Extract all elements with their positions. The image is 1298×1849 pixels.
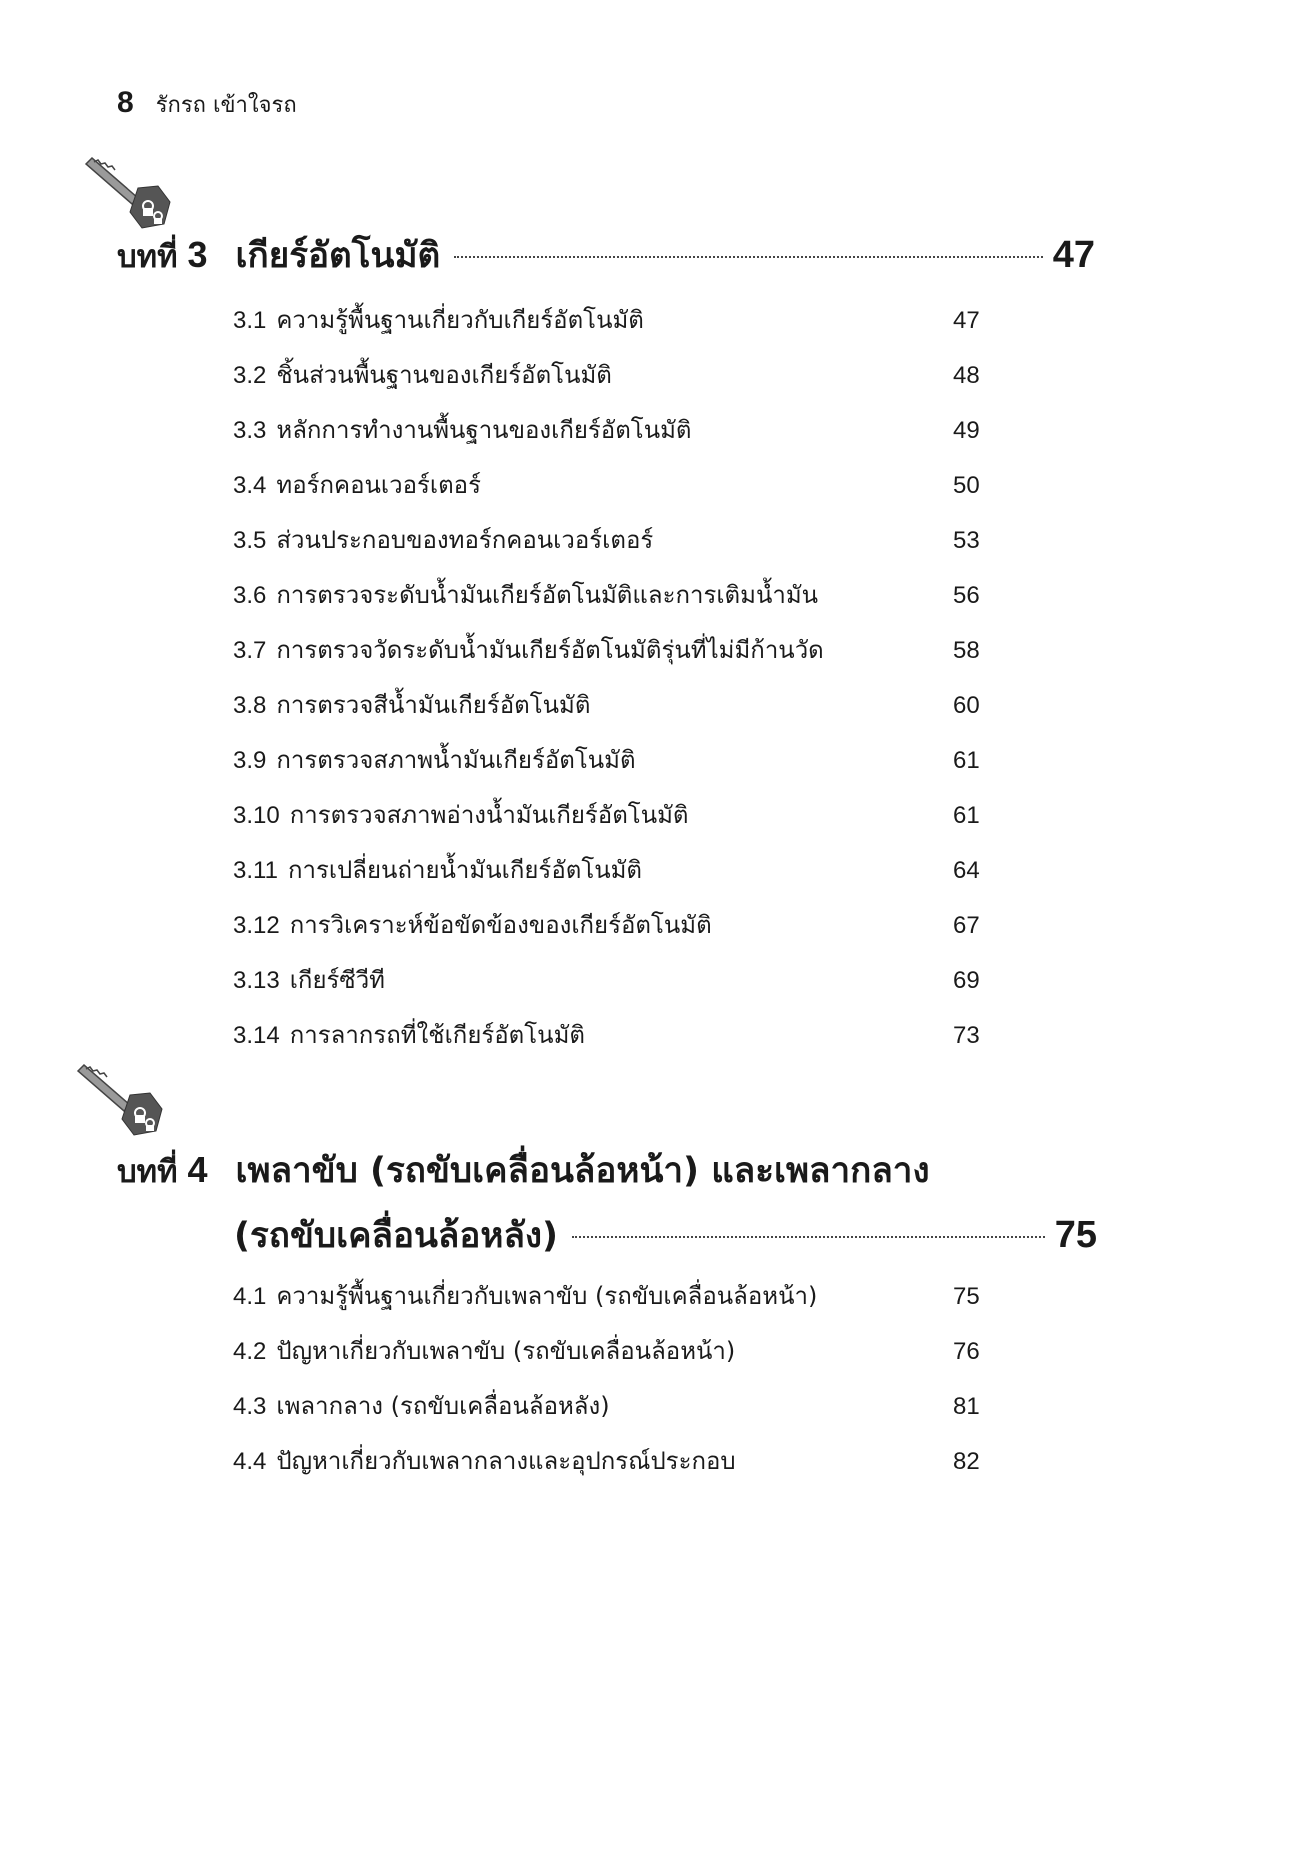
chapter-title-continued: (รถขับเคลื่อนล้อหลัง) [234, 1216, 558, 1256]
entry-title: การตรวจสภาพอ่างน้ำมันเกียร์อัตโนมัติ [289, 801, 689, 829]
entry-page: 81 [953, 1393, 980, 1420]
chapter-label: บทที่ [117, 1154, 178, 1190]
entry-number: 3.6 [233, 582, 267, 609]
entry-title: ส่วนประกอบของทอร์กคอนเวอร์เตอร์ [276, 526, 654, 554]
toc-entry [233, 960, 1003, 1015]
toc-list [233, 1276, 1003, 1496]
entry-number: 3.2 [233, 362, 267, 389]
toc-entry [233, 575, 1003, 630]
toc-entry [233, 520, 1003, 575]
book-title: รักรถ เข้าใจรถ [155, 93, 297, 118]
entry-page: 48 [953, 362, 980, 389]
page-number: 8 [117, 86, 134, 119]
toc-entry [233, 1015, 1003, 1070]
entry-title: ชิ้นส่วนพื้นฐานของเกียร์อัตโนมัติ [276, 361, 612, 389]
entry-number: 3.9 [233, 747, 267, 774]
toc-entry [233, 300, 1003, 355]
chapter-heading [117, 228, 1095, 283]
entry-title: การลากรถที่ใช้เกียร์อัตโนมัติ [289, 1021, 585, 1049]
entry-title: ทอร์กคอนเวอร์เตอร์ [276, 471, 481, 499]
chapter-label: บทที่ [117, 239, 178, 275]
dot-leader [454, 256, 1042, 258]
entry-page: 76 [953, 1338, 980, 1365]
entry-number: 3.4 [233, 472, 267, 499]
chapter-title: เพลาขับ (รถขับเคลื่อนล้อหน้า) และเพลากลาง [235, 1151, 930, 1191]
toc-entry [233, 1276, 1003, 1331]
entry-title: การตรวจสภาพน้ำมันเกียร์อัตโนมัติ [276, 746, 636, 774]
chapter-page: 47 [1052, 234, 1095, 276]
entry-number: 4.2 [233, 1338, 267, 1365]
entry-number: 4.1 [233, 1283, 267, 1310]
entry-number: 4.4 [233, 1448, 267, 1475]
entry-page: 61 [953, 747, 980, 774]
chapter-title: เกียร์อัตโนมัติ [235, 236, 441, 276]
entry-page: 60 [953, 692, 980, 719]
entry-page: 47 [953, 307, 980, 334]
toc-entry [233, 740, 1003, 795]
toc-entry [233, 1386, 1003, 1441]
toc-entry [233, 630, 1003, 685]
entry-number: 3.3 [233, 417, 267, 444]
toc-entry [233, 355, 1003, 410]
entry-number: 3.5 [233, 527, 267, 554]
toc-entry [233, 465, 1003, 520]
toc-list [233, 300, 1003, 1070]
entry-number: 4.3 [233, 1393, 267, 1420]
entry-number: 3.7 [233, 637, 267, 664]
toc-entry [233, 850, 1003, 905]
entry-page: 67 [953, 912, 980, 939]
entry-title: การเปลี่ยนถ่ายน้ำมันเกียร์อัตโนมัติ [287, 856, 643, 884]
entry-title: การตรวจระดับน้ำมันเกียร์อัตโนมัติและการเติมน้ำมัน [276, 581, 819, 609]
entry-page: 58 [953, 637, 980, 664]
entry-number: 3.1 [233, 307, 267, 334]
entry-title: ปัญหาเกี่ยวกับเพลากลางและอุปกรณ์ประกอบ [276, 1447, 736, 1475]
chapter-number: 3 [187, 234, 208, 275]
toc-entry [233, 905, 1003, 960]
chapter-heading [117, 1143, 1097, 1263]
entry-page: 64 [953, 857, 980, 884]
car-key-icon [72, 1055, 172, 1155]
toc-entry [233, 1441, 1003, 1496]
entry-page: 50 [953, 472, 980, 499]
entry-number: 3.10 [233, 802, 280, 829]
entry-page: 53 [953, 527, 980, 554]
entry-page: 49 [953, 417, 980, 444]
toc-entry [233, 1331, 1003, 1386]
entry-page: 69 [953, 967, 980, 994]
entry-title: การตรวจสีน้ำมันเกียร์อัตโนมัติ [276, 691, 591, 719]
entry-number: 3.13 [233, 967, 280, 994]
toc-entry [233, 685, 1003, 740]
toc-entry [233, 795, 1003, 850]
entry-page: 61 [953, 802, 980, 829]
dot-leader [572, 1236, 1045, 1238]
entry-title: การตรวจวัดระดับน้ำมันเกียร์อัตโนมัติรุ่นที่ไม่มีก้านวัด [276, 636, 824, 664]
entry-number: 3.11 [233, 857, 278, 884]
running-head [117, 86, 297, 122]
entry-page: 82 [953, 1448, 980, 1475]
entry-title: หลักการทำงานพื้นฐานของเกียร์อัตโนมัติ [276, 416, 692, 444]
entry-title: ความรู้พื้นฐานเกี่ยวกับเกียร์อัตโนมัติ [276, 306, 644, 334]
entry-number: 3.14 [233, 1022, 280, 1049]
entry-number: 3.12 [233, 912, 280, 939]
entry-page: 56 [953, 582, 980, 609]
entry-title: เพลากลาง (รถขับเคลื่อนล้อหลัง) [276, 1392, 610, 1420]
chapter-page: 75 [1054, 1214, 1097, 1256]
entry-page: 75 [953, 1283, 980, 1310]
entry-title: ปัญหาเกี่ยวกับเพลาขับ (รถขับเคลื่อนล้อหน้า) [276, 1337, 736, 1365]
entry-title: ความรู้พื้นฐานเกี่ยวกับเพลาขับ (รถขับเคลื่อนล้อหน้า) [276, 1282, 818, 1310]
entry-title: เกียร์ซีวีที [289, 966, 385, 994]
chapter-number: 4 [187, 1149, 208, 1190]
entry-title: การวิเคราะห์ข้อขัดข้องของเกียร์อัตโนมัติ [289, 911, 712, 939]
entry-page: 73 [953, 1022, 980, 1049]
toc-entry [233, 410, 1003, 465]
entry-number: 3.8 [233, 692, 267, 719]
